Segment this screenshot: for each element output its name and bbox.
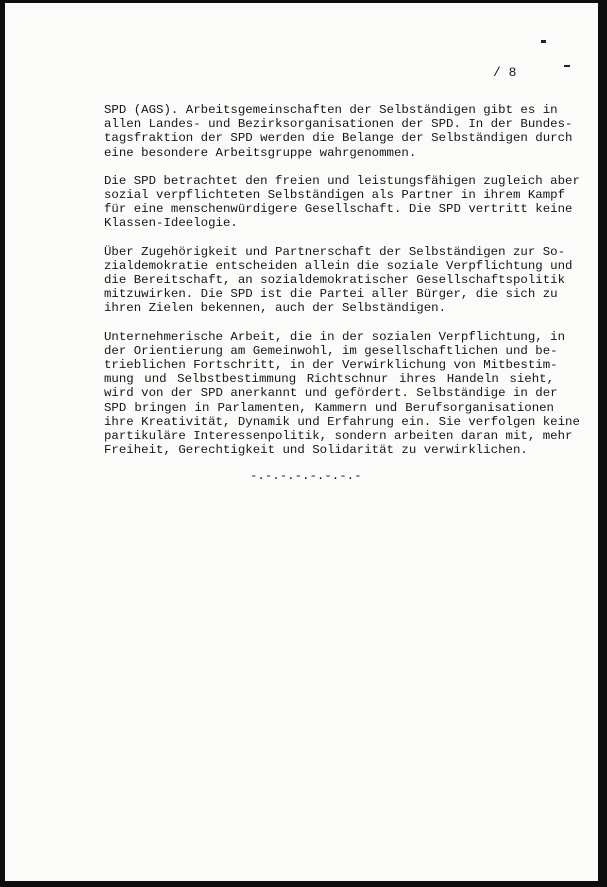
section-separator: -.-.-.-.-.-.-.-: [250, 469, 362, 483]
text-line: SPD (AGS). Arbeitsgemeinschaften der Selbständigen gibt es in: [104, 103, 558, 117]
scan-speck: [564, 65, 570, 67]
text-line: sozial verpflichteten Selbständigen als Partner in ihrem Kampf: [104, 188, 566, 203]
paragraph: [104, 244, 573, 316]
text-line: mitzuwirken. Die SPD ist die Partei aller Bürger, die sich zu: [104, 287, 558, 302]
text-line: Über Zugehörigkeit und Partnerschaft der Selbständigen zur So-: [104, 244, 566, 259]
body-text: [104, 103, 580, 471]
text-line: Unternehmerische Arbeit, die in der sozialen Verpflichtung, in: [104, 329, 566, 344]
text-line: mung und Selbstbestimmung Richtschnur ihres Handeln sieht,: [104, 372, 554, 387]
text-line: Klassen-Ideelogie.: [104, 216, 238, 231]
text-line: die Bereitschaft, an sozialdemokratischer Gesellschaftspolitik: [104, 273, 566, 288]
text-line: der Orientierung am Gemeinwohl, im gesellschaftlichen und be-: [104, 343, 558, 358]
text-line: partikuläre Interessenpolitik, sondern arbeiten daran mit, mehr: [104, 429, 573, 444]
paragraph: [104, 103, 573, 160]
text-line: eine besondere Arbeitsgruppe wahrgenommen.: [104, 145, 417, 160]
text-line: allen Landes- und Bezirksorganisationen der SPD. In der Bundes-: [104, 117, 573, 132]
text-line: Freiheit, Gerechtigkeit und Solidarität zu verwirklichen.: [104, 443, 528, 458]
document-page: [5, 3, 598, 881]
text-line: SPD bringen in Parlamenten, Kammern und Berufsorganisationen: [104, 400, 554, 415]
paragraph: [104, 329, 580, 458]
text-line: zialdemokratie entscheiden allein die soziale Verpflichtung und: [104, 258, 573, 273]
text-line: trieblichen Fortschritt, in der Verwirklichung von Mitbestim-: [104, 358, 558, 373]
page-number: / 8: [493, 65, 517, 80]
text-line: ihre Kreativität, Dynamik und Erfahrung ein. Sie verfolgen keine: [104, 414, 580, 429]
text-line: wird von der SPD anerkannt und gefördert. Selbständige in der: [104, 386, 558, 401]
text-line: tagsfraktion der SPD werden die Belange der Selbständigen durch: [104, 131, 573, 146]
text-line: für eine menschenwürdigere Gesellschaft. Die SPD vertritt keine: [104, 202, 573, 217]
paragraph: [104, 173, 580, 231]
scan-speck: [541, 40, 546, 43]
text-line: ihren Zielen bekennen, auch der Selbständigen.: [104, 301, 447, 316]
text-line: Die SPD betrachtet den freien und leistungsfähigen zugleich aber: [104, 173, 580, 188]
